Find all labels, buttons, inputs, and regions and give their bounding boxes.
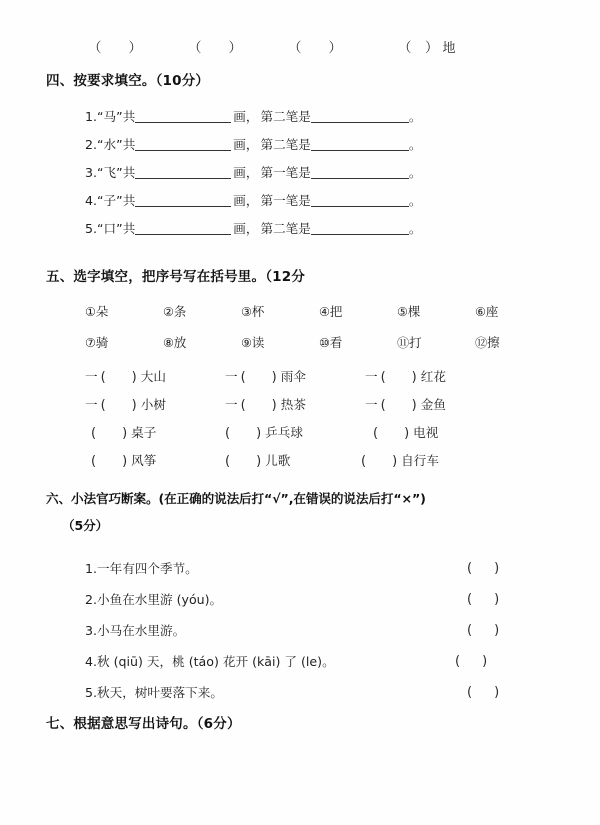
measure-word-item[interactable] [225, 419, 303, 448]
stroke-count-blank[interactable] [135, 137, 231, 151]
option-word: 棵 [407, 304, 421, 319]
section-6-heading-line1: 六、小法官巧断案。(在正确的说法后打“√”,在错误的说法后打“×”) [46, 491, 426, 506]
answer-paren-open[interactable]: ( [225, 426, 231, 441]
answer-paren-close[interactable]: ) [256, 454, 262, 469]
question-item [85, 187, 555, 215]
option-number: ⑩ [319, 336, 330, 350]
question-text: 第一笔是 [260, 193, 311, 208]
option-item[interactable] [241, 327, 264, 359]
target-character: “口” [97, 221, 123, 236]
truefalse-row [85, 615, 555, 646]
section-6-heading [46, 489, 566, 535]
noun-label: 大山 [140, 369, 166, 384]
section-6-truefalse-list [85, 553, 555, 708]
section-7-heading: 七、根据意思写出诗句。（6分） [46, 716, 241, 732]
question-punct: 。 [408, 221, 422, 236]
truefalse-row [85, 584, 555, 615]
answer-paren-open[interactable]: ( [373, 426, 379, 441]
noun-label: 风筝 [131, 453, 157, 468]
section-5-measure-word-grid [85, 363, 555, 475]
statement-text: 3.小马在水里游。 [85, 623, 186, 638]
question-punct: 。 [408, 109, 422, 124]
option-word: 看 [329, 335, 343, 350]
stroke-count-blank[interactable] [135, 193, 231, 207]
option-item[interactable] [397, 296, 420, 328]
measure-word-item[interactable] [85, 363, 166, 392]
quantity-char: 一 [225, 369, 238, 384]
carryover-answer-row [40, 36, 560, 60]
answer-paren-close[interactable]: ) [411, 398, 417, 413]
question-number: 2. [85, 137, 98, 152]
statement-text: 1.一年有四个季节。 [85, 561, 198, 576]
target-character: “水” [97, 137, 123, 152]
option-number: ⑧ [163, 336, 174, 350]
option-word: 把 [329, 304, 343, 319]
measure-word-row [85, 363, 555, 391]
answer-paren-close[interactable]: ) [271, 398, 277, 413]
noun-label: 红花 [420, 369, 446, 384]
question-text: 共 [122, 109, 136, 124]
question-item [85, 159, 555, 187]
question-number: 1. [85, 109, 98, 124]
answer-paren-close[interactable]: ) [271, 370, 277, 385]
question-item [85, 215, 555, 243]
answer-paren-open[interactable]: ( [240, 370, 246, 385]
question-text: 第一笔是 [260, 165, 311, 180]
stroke-count-blank[interactable] [135, 165, 231, 179]
noun-label: 雨伞 [280, 369, 306, 384]
answer-paren-close[interactable]: ) [122, 426, 128, 441]
question-text: 第二笔是 [260, 137, 311, 152]
measure-word-item[interactable] [225, 391, 306, 420]
option-word: 读 [251, 335, 265, 350]
option-number: ④ [319, 305, 330, 319]
measure-word-item[interactable] [225, 447, 290, 476]
question-punct: 。 [408, 165, 422, 180]
noun-label: 热茶 [280, 397, 306, 412]
question-punct: 。 [408, 193, 422, 208]
option-number: ⑤ [397, 305, 408, 319]
quantity-char: 一 [85, 397, 98, 412]
answer-parens[interactable]: （ ） [88, 40, 142, 56]
section-5-heading: 五、选字填空，把序号写在括号里。（12分 [46, 269, 306, 285]
option-word: 朵 [95, 304, 109, 319]
question-text: 画， [233, 193, 259, 208]
option-number: ① [85, 305, 96, 319]
option-number: ⑥ [475, 305, 486, 319]
answer-paren-open[interactable]: ( [91, 426, 97, 441]
section-6-heading-line2: （5分） [62, 517, 109, 533]
section-5-option-bank [85, 296, 555, 358]
measure-word-item[interactable] [225, 363, 306, 392]
answer-paren-open[interactable]: ( [91, 454, 97, 469]
answer-paren-open[interactable]: ( [240, 398, 246, 413]
option-item[interactable] [163, 296, 186, 328]
truefalse-answer-parens[interactable]: ( ) [467, 561, 500, 576]
statement-text: 4.秋 (qiū) 天，桃 (táo) 花开 (kāi) 了 (le)。 [85, 654, 335, 669]
question-text: 画， [233, 165, 259, 180]
noun-label: 小树 [140, 397, 166, 412]
target-character: “飞” [97, 165, 123, 180]
question-text: 第二笔是 [260, 221, 311, 236]
answer-paren-open[interactable]: ( [100, 370, 106, 385]
option-word: 条 [173, 304, 187, 319]
option-row [85, 296, 555, 327]
question-text: 共 [122, 193, 136, 208]
question-number: 5. [85, 221, 98, 236]
question-number: 3. [85, 165, 98, 180]
noun-label: 金鱼 [420, 397, 446, 412]
option-item[interactable] [319, 327, 342, 359]
question-text: 第二笔是 [260, 109, 311, 124]
option-word: 打 [409, 335, 422, 350]
noun-label: 乒乓球 [265, 425, 303, 440]
option-number: ② [163, 305, 174, 319]
question-number: 4. [85, 193, 98, 208]
stroke-name-blank[interactable] [311, 221, 409, 235]
measure-word-item[interactable] [91, 419, 156, 448]
option-word: 杯 [251, 304, 265, 319]
option-item[interactable] [475, 327, 500, 359]
truefalse-row [85, 677, 555, 708]
option-number: ⑫ [475, 336, 487, 350]
answer-paren-open[interactable]: ( [380, 398, 386, 413]
option-item[interactable] [319, 296, 342, 328]
answer-trailing-char: 地 [442, 41, 456, 56]
answer-paren-group[interactable] [398, 36, 456, 56]
answer-paren-close[interactable]: ) [131, 398, 137, 413]
answer-paren-group[interactable] [88, 36, 142, 56]
stroke-name-blank[interactable] [311, 109, 409, 123]
question-text: 共 [122, 221, 136, 236]
option-row [85, 327, 555, 358]
question-text: 共 [122, 137, 136, 152]
answer-paren-close[interactable]: ) [404, 426, 410, 441]
question-text: 画， [233, 137, 259, 152]
truefalse-row [85, 646, 555, 677]
measure-word-item[interactable] [91, 447, 156, 476]
section-4-heading: 四、按要求填空。（10分） [46, 73, 210, 89]
option-number: ⑨ [241, 336, 252, 350]
statement-text: 5.秋天，树叶要落下来。 [85, 685, 223, 700]
option-number: ⑦ [85, 336, 96, 350]
statement-text: 2.小鱼在水里游 (yóu)。 [85, 592, 223, 607]
measure-word-item[interactable] [85, 391, 166, 420]
measure-word-item[interactable] [373, 419, 438, 448]
option-item[interactable] [85, 296, 108, 328]
answer-paren-open[interactable]: ( [225, 454, 231, 469]
question-punct: 。 [408, 137, 422, 152]
measure-word-row [85, 447, 555, 475]
answer-paren-close[interactable]: ) [122, 454, 128, 469]
answer-paren-close[interactable]: ) [411, 370, 417, 385]
target-character: “马” [97, 109, 123, 124]
noun-label: 桌子 [131, 425, 157, 440]
option-word: 骑 [95, 335, 109, 350]
question-text: 画， [233, 109, 259, 124]
option-number: ⑪ [397, 336, 409, 350]
question-item [85, 103, 555, 131]
measure-word-item[interactable] [361, 447, 439, 476]
answer-paren-open[interactable]: ( [100, 398, 106, 413]
truefalse-answer-parens[interactable]: ( ) [467, 592, 500, 607]
measure-word-row [85, 419, 555, 447]
answer-parens[interactable]: （ ） [288, 40, 342, 56]
noun-label: 儿歌 [265, 453, 291, 468]
answer-parens[interactable]: （ ） [188, 40, 242, 56]
quantity-char: 一 [225, 397, 238, 412]
option-item[interactable] [397, 327, 422, 359]
option-word: 放 [173, 335, 187, 350]
section-4-question-list [85, 103, 555, 243]
stroke-name-blank[interactable] [311, 137, 409, 151]
option-number: ③ [241, 305, 252, 319]
stroke-count-blank[interactable] [135, 109, 231, 123]
option-word: 擦 [487, 335, 500, 350]
option-item[interactable] [163, 327, 186, 359]
target-character: “子” [97, 193, 123, 208]
noun-label: 自行车 [401, 453, 439, 468]
noun-label: 电视 [413, 425, 439, 440]
answer-paren-open[interactable]: ( [361, 454, 367, 469]
answer-paren-close[interactable]: ) [256, 426, 262, 441]
truefalse-row [85, 553, 555, 584]
truefalse-answer-parens[interactable]: ( ) [467, 685, 500, 700]
answer-paren-close[interactable]: ) [392, 454, 398, 469]
stroke-name-blank[interactable] [311, 165, 409, 179]
question-text: 共 [122, 165, 136, 180]
option-word: 座 [485, 304, 499, 319]
measure-word-item[interactable] [365, 391, 446, 420]
answer-paren-close[interactable]: ) [131, 370, 137, 385]
answer-parens[interactable]: （ ） [398, 40, 439, 56]
quantity-char: 一 [85, 369, 98, 384]
option-item[interactable] [85, 327, 108, 359]
quantity-char: 一 [365, 369, 378, 384]
stroke-name-blank[interactable] [311, 193, 409, 207]
quantity-char: 一 [365, 397, 378, 412]
option-item[interactable] [241, 296, 264, 328]
truefalse-answer-parens[interactable]: ( ) [467, 623, 500, 638]
truefalse-answer-parens[interactable]: ( ) [455, 654, 488, 669]
answer-paren-group[interactable] [188, 36, 242, 56]
question-item [85, 131, 555, 159]
answer-paren-open[interactable]: ( [380, 370, 386, 385]
measure-word-row [85, 391, 555, 419]
question-text: 画， [233, 221, 259, 236]
option-item[interactable] [475, 296, 498, 328]
answer-paren-group[interactable] [288, 36, 342, 56]
stroke-count-blank[interactable] [135, 221, 231, 235]
measure-word-item[interactable] [365, 363, 446, 392]
